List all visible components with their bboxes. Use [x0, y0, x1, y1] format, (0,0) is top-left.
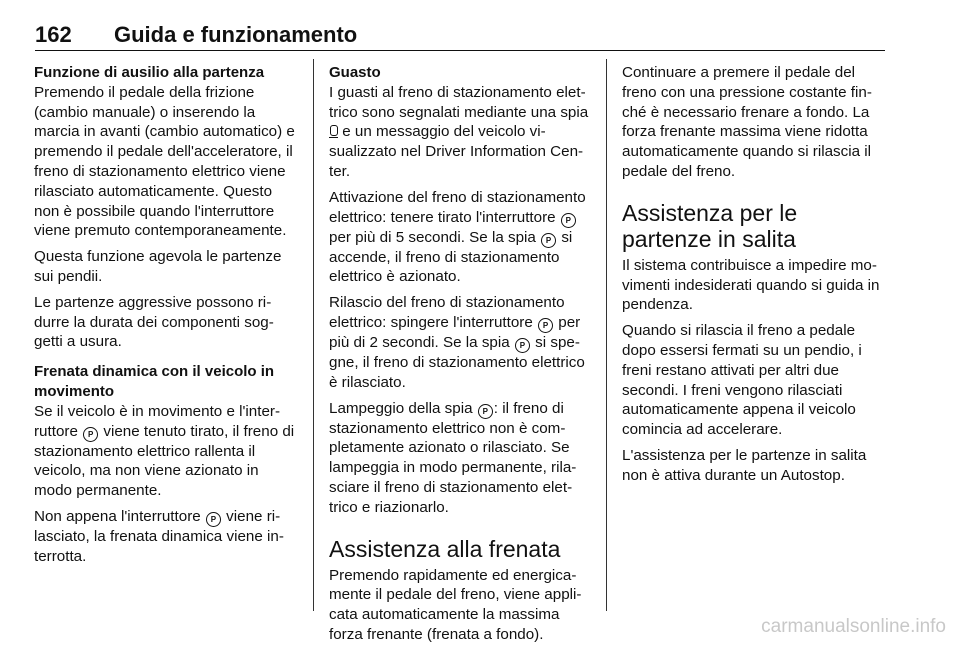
watermark: carmanualsonline.info: [761, 616, 946, 637]
heading-brake-assist: Assistenza alla frenata: [329, 535, 561, 562]
text-run: Lampeggio della spia: [329, 399, 473, 417]
page-number: 162: [35, 22, 72, 47]
heading-start-assist: Funzione di ausilio alla partenza: [34, 64, 265, 81]
paragraph: Continuare a premere il pedale del freno con una pressione costante finché è necessario frenare a fondo. La forza frenante massima viene ridotta automaticamente quando si rilascia il pedale del freno.: [622, 64, 872, 180]
paragraph: [329, 188, 591, 287]
paragraph: Il sistema contribuisce a impedire movimenti indesiderati quando si guida in pendenza.: [622, 256, 880, 314]
paragraph: Premendo il pedale della frizione (cambio manuale) o inserendo la marcia in avanti (cambio automatico) e premendo il pedale dell'acceleratore, il freno di stazionamento elettrico viene rilasciato automaticamente. Questo non è possibile quando l'interruttore viene premuto contemporaneamente.: [34, 83, 295, 240]
text-run: Se il veicolo è in movimento e l'interruttore: [34, 402, 281, 440]
heading-dynamic-braking: Frenata dinamica con il veicolo in movimento: [34, 363, 275, 400]
parking-brake-icon: [83, 427, 98, 442]
heading-hill-start-assist: Assistenza per le partenze in salita: [622, 199, 798, 252]
text-run: per più di 2 secondi. Se la spia: [329, 313, 581, 351]
paragraph: [329, 293, 591, 392]
column-3: [622, 63, 884, 611]
parking-brake-icon: [538, 318, 553, 333]
parking-brake-icon: [541, 233, 556, 248]
text-run: e un messaggio del veicolo visualizzato nel Driver Information Center.: [329, 123, 584, 180]
text-run: si spegne, il freno di stazionamento elettrico è rilasciato.: [329, 333, 585, 391]
text-run: viene tenuto tirato, il freno di stazionamento elettrico rallenta il veicolo, ma non viene azionato in modo permanente.: [34, 422, 295, 500]
heading-fault: Guasto: [329, 64, 381, 81]
parking-brake-icon: [478, 404, 493, 419]
text-run: : il freno di stazionamento elettrico non è completamente azionato o rilasciato. Se lampeggia in modo permanente, rilasciare il freno di stazionamento elettrico e riazionarlo.: [329, 399, 577, 516]
column-2: [329, 63, 591, 643]
text-run: Rilascio del freno di stazionamento elettrico: spingere l'interruttore: [329, 294, 565, 331]
parking-brake-icon: [515, 338, 530, 353]
text-run: si accende, il freno di stazionamento elettrico è azionato.: [329, 228, 573, 286]
column-divider: [313, 59, 314, 611]
chapter-title: Guida e funzionamento: [114, 22, 358, 47]
text-run: I guasti al freno di stazionamento elettrico sono segnalati mediante una spia: [329, 83, 589, 121]
column-1: [34, 63, 296, 611]
parking-brake-fault-icon: [329, 124, 338, 138]
parking-brake-icon: [206, 512, 221, 527]
text-run: per più di 5 secondi. Se la spia: [329, 228, 536, 246]
paragraph: Questa funzione agevola le partenze sui pendii.: [34, 248, 282, 285]
paragraph: Le partenze aggressive possono ridurre la durata dei componenti soggetti a usura.: [34, 293, 274, 351]
paragraph: [329, 399, 591, 518]
parking-brake-icon: [561, 213, 576, 228]
column-divider: [606, 59, 607, 611]
text-run: viene rilasciato, la frenata dinamica viene interrotta.: [34, 507, 284, 565]
paragraph: Premendo rapidamente ed energicamente il pedale del freno, viene applicata automaticamente la massima forza frenante (frenata a fondo).: [329, 566, 582, 643]
paragraph: [34, 402, 296, 501]
paragraph: [34, 507, 296, 567]
paragraph: L'assistenza per le partenze in salita non è attiva durante un Autostop.: [622, 446, 867, 484]
page-header: [35, 20, 885, 51]
text-run: Non appena l'interruttore: [34, 507, 201, 525]
paragraph: [329, 83, 591, 182]
paragraph: Quando si rilascia il freno a pedale dopo essersi fermati su un pendio, i freni restano attivati per altri due secondi. I freni vengono rilasciati automaticamente appena il veicolo comincia ad accelerare.: [622, 322, 862, 439]
text-run: Attivazione del freno di stazionamento elettrico: tenere tirato l'interruttore: [329, 188, 586, 226]
